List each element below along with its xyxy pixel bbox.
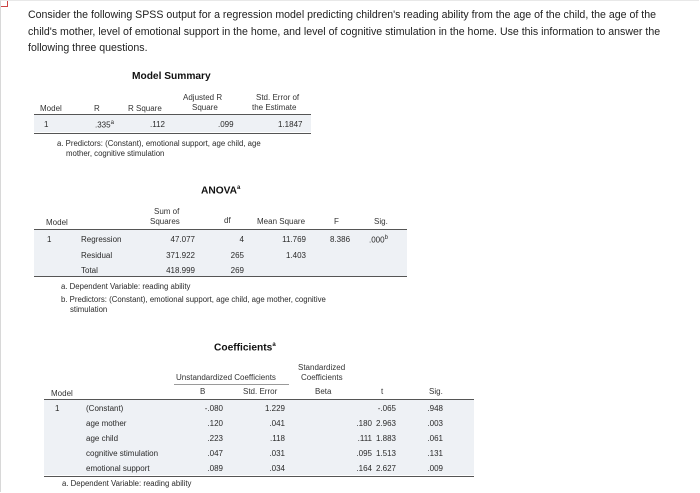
anova-row-residual-ms: 1.403	[285, 251, 306, 260]
ms-row-adj-r-square: .099	[218, 120, 234, 129]
anova-header-sig: Sig.	[374, 217, 388, 226]
ms-header-adj-line2: Square	[192, 103, 218, 112]
anova-row-total-ss: 418.999	[166, 266, 195, 275]
anova-footnote-b-line1: b. Predictors: (Constant), emotional support, age child, age mother, cognitive	[61, 295, 326, 304]
corner-mark	[1, 1, 8, 7]
anova-header-ss-line1: Sum of	[154, 207, 180, 216]
coef-row-age-mother-se: .041	[269, 419, 285, 428]
question-text: Consider the following SPSS output for a regression model predicting children's reading ability from the age of the child, the age of the child's mother, level of emotional support in the home, and level of cognitive stimulation in the home. Use this information to answer the following three questions.	[28, 9, 661, 54]
ms-footnote-a-line1: a. Predictors: (Constant), emotional support, age child, age	[57, 139, 261, 148]
anova-row-regression-sig: .000$^b$	[369, 235, 388, 245]
ms-header-r: R	[94, 104, 100, 113]
ms-header-se-line2: the Estimate	[252, 103, 297, 112]
anova-header-f: F	[334, 217, 339, 226]
model-summary-title: Model Summary	[132, 71, 211, 82]
coef-row-cognitive-se: .031	[269, 449, 285, 458]
anova-header-df: df	[224, 216, 231, 225]
coef-row-constant-t: -.065	[377, 404, 396, 413]
anova-row-regression-ms: 11.769	[282, 235, 306, 244]
coef-row-cognitive-b: .047	[207, 449, 223, 458]
coef-row-emotional-se: .034	[269, 464, 285, 473]
coef-row-emotional-label: emotional support	[86, 464, 150, 473]
coef-header-model: Model	[51, 389, 73, 398]
coef-row-emotional-beta: .164	[356, 464, 372, 473]
anova-header-ms: Mean Square	[257, 217, 306, 226]
coef-bottom-rule	[44, 476, 474, 477]
ms-bottom-rule	[34, 133, 311, 134]
ms-header-model: Model	[40, 104, 62, 113]
coef-row-constant-sig: .948	[427, 404, 443, 413]
anova-row-residual-label: Residual	[81, 251, 113, 260]
ms-row-shade	[34, 115, 311, 132]
anova-title: ANOVA$^a$	[201, 185, 241, 197]
ms-header-se-line1: Std. Error of	[256, 93, 300, 102]
coef-header-beta: Beta	[315, 387, 332, 396]
coef-row-emotional-sig: .009	[427, 464, 443, 473]
ms-row-model: 1	[44, 120, 49, 129]
anova-header-ss-line2: Squares	[150, 217, 180, 226]
coef-row-age-child-b: .223	[207, 434, 223, 443]
coef-row-cognitive-beta: .095	[356, 449, 372, 458]
anova-row-residual-df: 265	[230, 251, 244, 260]
coef-row-constant-label: (Constant)	[86, 404, 124, 413]
coef-row-age-child-sig: .061	[427, 434, 443, 443]
coef-row-emotional-t: 2.627	[375, 464, 396, 473]
anova-row-residual-ss: 371.922	[166, 251, 195, 260]
coef-row-age-mother-b: .120	[207, 419, 223, 428]
coef-header-t: t	[381, 387, 384, 396]
ms-row-r-square: .112	[150, 120, 165, 129]
anova-row-regression-ss: 47.077	[170, 235, 195, 244]
anova-row-regression-f: 8.386	[330, 235, 351, 244]
anova-model-num: 1	[47, 235, 52, 244]
coef-unstd-subrule	[174, 384, 289, 385]
coef-row-age-mother-sig: .003	[427, 419, 443, 428]
coef-row-cognitive-t: 1.513	[375, 449, 396, 458]
coef-row-age-mother-label: age mother	[86, 419, 127, 428]
coef-header-std-line2: Coefficients	[301, 373, 343, 382]
ms-footnote-a-line2: mother, cognitive stimulation	[66, 149, 165, 158]
coef-header-sig: Sig.	[429, 387, 443, 396]
coef-header-std-error: Std. Error	[243, 387, 278, 396]
ms-header-r-square: R Square	[128, 104, 162, 113]
coef-header-unstd: Unstandardized Coefficients	[176, 373, 276, 382]
anova-row-total-label: Total	[81, 266, 98, 275]
coef-row-age-child-beta: .111	[357, 434, 372, 443]
ms-row-r: .335$^a$	[95, 120, 114, 130]
coef-row-age-mother-t: 2.963	[375, 419, 396, 428]
coef-row-age-child-t: 1.883	[375, 434, 396, 443]
anova-header-model: Model	[46, 218, 68, 227]
coef-row-age-child-label: age child	[86, 434, 119, 443]
coef-model-num: 1	[55, 404, 60, 413]
anova-footnote-a: a. Dependent Variable: reading ability	[61, 282, 191, 291]
anova-row-total-df: 269	[230, 266, 244, 275]
coef-row-cognitive-sig: .131	[427, 449, 443, 458]
coef-row-age-child-se: .118	[270, 434, 285, 443]
coef-row-cognitive-label: cognitive stimulation	[86, 449, 159, 458]
coefficients-title: Coefficients$^a$	[214, 342, 276, 354]
coef-footnote-a: a. Dependent Variable: reading ability	[62, 479, 192, 488]
coef-row-constant-b: -.080	[204, 404, 223, 413]
ms-header-adj-line1: Adjusted R	[183, 93, 223, 102]
coef-row-emotional-b: .089	[207, 464, 223, 473]
coef-header-std-line1: Standardized	[298, 363, 346, 372]
coef-row-age-mother-beta: .180	[356, 419, 372, 428]
anova-bottom-rule	[34, 276, 407, 277]
anova-row-regression-label: Regression	[81, 235, 122, 244]
coef-row-constant-se: 1.229	[264, 404, 285, 413]
ms-r-footnote-marker: a	[110, 120, 114, 126]
anova-footnote-b-line2: stimulation	[70, 305, 108, 314]
anova-row-regression-df: 4	[239, 235, 244, 244]
coef-header-b: B	[200, 387, 206, 396]
ms-row-std-err: 1.1847	[278, 120, 303, 129]
